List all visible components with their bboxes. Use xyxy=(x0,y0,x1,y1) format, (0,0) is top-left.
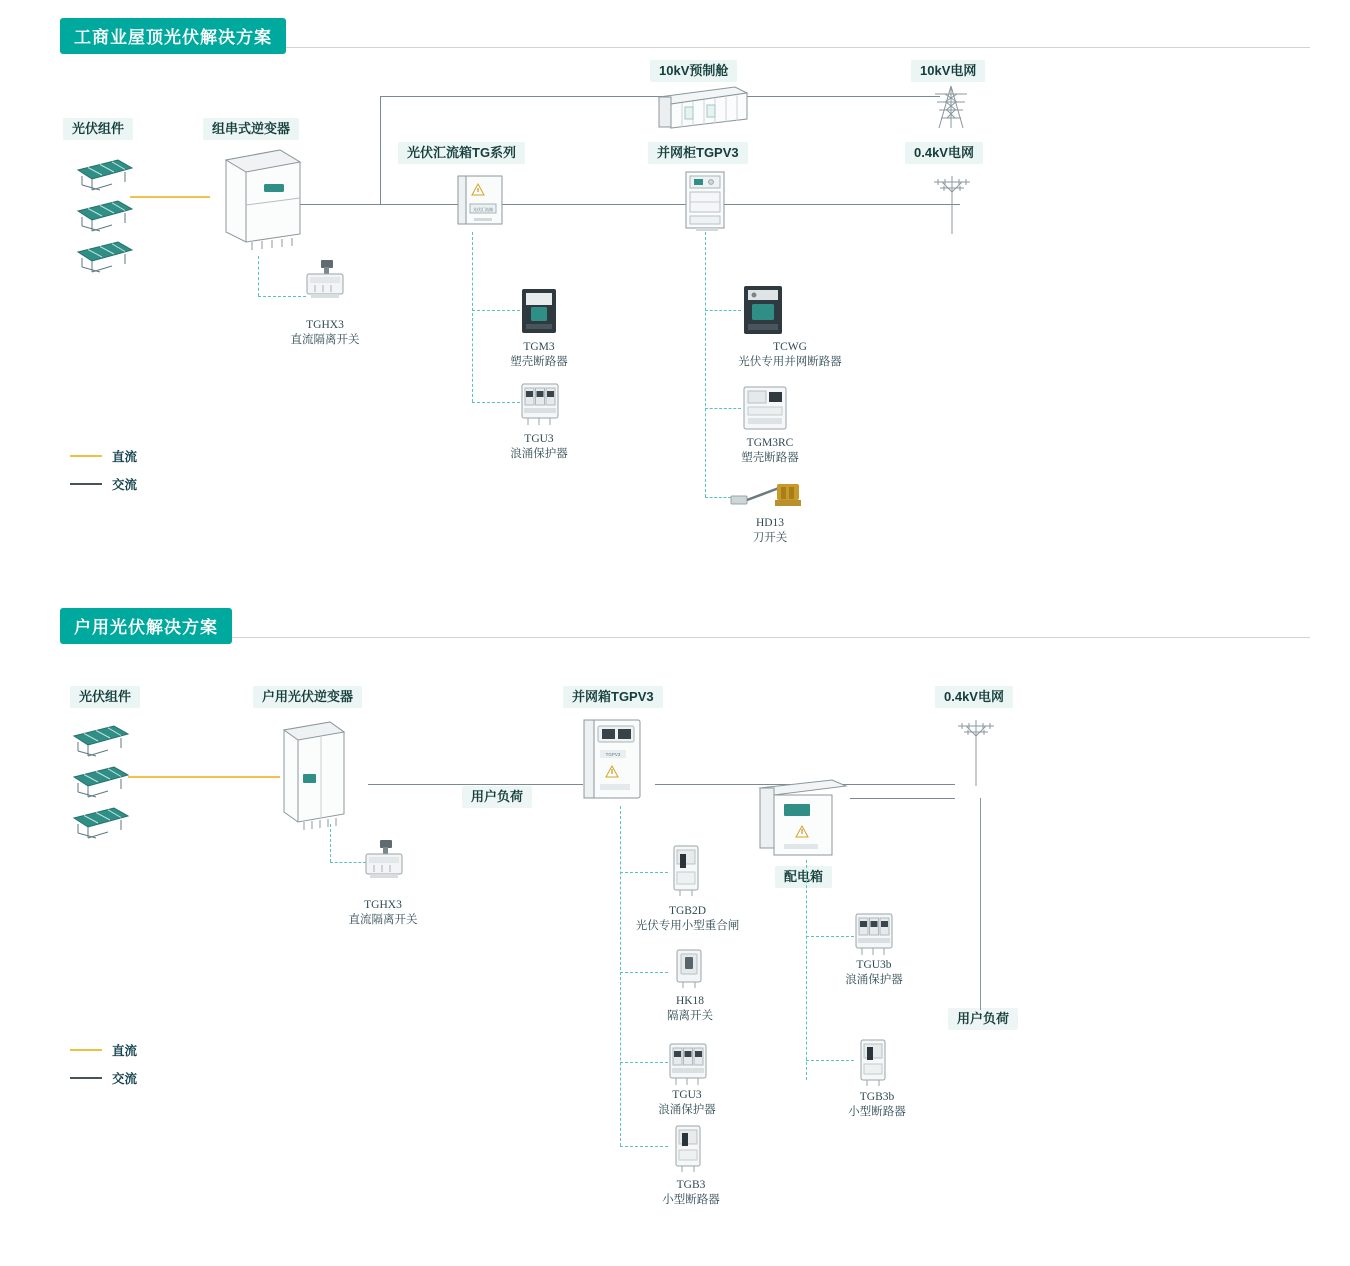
branch-line-combiner xyxy=(472,232,473,402)
caption-tcwg xyxy=(690,340,890,370)
caption-name: 光伏专用并网断路器 xyxy=(738,356,842,368)
caption-name: 直流隔离开关 xyxy=(290,334,360,346)
caption-tghx3-commercial xyxy=(248,318,402,348)
device-hk18 xyxy=(672,946,706,990)
pv-panel-array-commercial xyxy=(70,152,145,282)
pylon-10kv-icon xyxy=(925,82,977,132)
pv-panel-array-residential xyxy=(66,718,141,848)
caption-code: TGB2D xyxy=(668,905,707,917)
caption-tgb3-distbox xyxy=(798,1090,956,1120)
label-grid-04kv-residential: 0.4kV电网 xyxy=(935,686,1013,708)
branch-line-tcwg xyxy=(705,310,741,311)
caption-name: 小型断路器 xyxy=(848,1106,906,1118)
string-inverter-device xyxy=(218,142,308,252)
caption-tgu3-distbox xyxy=(795,958,953,988)
legend-item-dc-2 xyxy=(70,1040,137,1060)
caption-name: 浪涌保护器 xyxy=(845,974,903,986)
label-home-inverter: 户用光伏逆变器 xyxy=(253,686,362,708)
branch-line-tghx3 xyxy=(258,256,259,296)
caption-name: 刀开关 xyxy=(752,532,788,544)
ac-line-inverter-gridbox xyxy=(368,784,583,785)
section-divider-2 xyxy=(60,637,1310,638)
branch-line-tgb3b xyxy=(806,1060,854,1061)
section-header-commercial xyxy=(60,18,286,48)
caption-code: TGHX3 xyxy=(364,899,402,911)
section-title-commercial: 工商业屋顶光伏解决方案 xyxy=(60,18,286,54)
legend-label-dc-2: 直流 xyxy=(112,1044,138,1058)
legend-commercial xyxy=(70,446,137,502)
caption-code: TGB3 xyxy=(676,1179,706,1191)
combiner-box-device xyxy=(452,170,512,232)
home-inverter-device xyxy=(276,716,352,832)
caption-tgu3-commercial xyxy=(460,432,618,462)
label-pv-modules-residential: 光伏组件 xyxy=(70,686,140,708)
legend-item-ac xyxy=(70,474,137,494)
ac-bus-line xyxy=(300,204,960,205)
device-tgb3-residential xyxy=(670,1122,706,1174)
caption-name: 塑壳断路器 xyxy=(510,356,568,368)
caption-name: 光伏专用小型重合闸 xyxy=(635,920,740,932)
ac-line-distbox-grid xyxy=(850,798,955,799)
caption-code: TGHX3 xyxy=(306,319,344,331)
caption-tgm3 xyxy=(460,340,618,370)
label-prefab-cabin: 10kV预制舱 xyxy=(650,60,737,82)
legend-item-dc xyxy=(70,446,137,466)
caption-tgb3-residential xyxy=(612,1178,770,1208)
branch-line-tghx3-res-h xyxy=(330,862,366,863)
branch-line-tgu3 xyxy=(472,402,520,403)
caption-code: TGU3 xyxy=(524,433,554,445)
branch-line-tgm3 xyxy=(472,310,520,311)
device-tgu3-distbox xyxy=(852,908,896,958)
legend-swatch-ac xyxy=(70,483,102,485)
grid-cabinet-device xyxy=(680,168,732,234)
caption-name: 隔离开关 xyxy=(667,1010,713,1022)
caption-name: 浪涌保护器 xyxy=(510,448,568,460)
label-string-inverter: 组串式逆变器 xyxy=(203,118,299,140)
label-combiner-box: 光伏汇流箱TG系列 xyxy=(398,142,525,164)
branch-line-tgu3-res xyxy=(620,1062,668,1063)
label-grid-10kv: 10kV电网 xyxy=(911,60,985,82)
grid-box-device xyxy=(578,714,650,806)
ac-cabin-to-grid10kv xyxy=(745,96,940,97)
device-tghx3-commercial xyxy=(303,258,347,306)
legend-label-ac-2: 交流 xyxy=(112,1072,138,1086)
svg-text:光伏汇流箱: 光伏汇流箱 xyxy=(473,207,493,212)
legend-swatch-ac xyxy=(70,1077,102,1079)
caption-name: 小型断路器 xyxy=(662,1194,720,1206)
caption-code: TGU3 xyxy=(672,1089,702,1101)
label-pv-modules-commercial: 光伏组件 xyxy=(63,118,133,140)
legend-swatch-dc xyxy=(70,1049,102,1051)
label-grid-box: 并网箱TGPV3 xyxy=(563,686,663,708)
device-tgb2d xyxy=(668,842,704,898)
device-tgu3-commercial xyxy=(518,378,562,428)
device-tgu3-residential xyxy=(666,1038,710,1088)
user-load-2-line xyxy=(980,798,981,1010)
ac-top-line-to-cabin xyxy=(380,96,670,97)
branch-line-tghx3-res xyxy=(330,824,331,862)
pole-04kv-residential-icon xyxy=(952,712,1000,790)
label-grid-cabinet: 并网柜TGPV3 xyxy=(648,142,748,164)
legend-residential xyxy=(70,1040,137,1096)
label-user-load-1: 用户负荷 xyxy=(462,786,532,808)
ac-riser-left xyxy=(380,96,381,205)
branch-line-hk18 xyxy=(620,972,668,973)
legend-label-ac: 交流 xyxy=(112,478,138,492)
branch-line-tghx3-h xyxy=(258,296,306,297)
branch-line-tgm3rc xyxy=(705,408,741,409)
label-distribution-box: 配电箱 xyxy=(775,866,832,888)
device-tgm3rc xyxy=(740,383,790,435)
caption-code: HD13 xyxy=(755,517,785,529)
device-hd13 xyxy=(727,478,807,514)
section-title-residential: 户用光伏解决方案 xyxy=(60,608,232,644)
caption-code: TGU3b xyxy=(856,959,892,971)
device-tghx3-residential xyxy=(362,838,406,886)
caption-code: TGM3 xyxy=(523,341,555,353)
distribution-box-device xyxy=(754,772,850,862)
caption-code: TGB3b xyxy=(859,1091,895,1103)
branch-line-tgb3-res xyxy=(620,1146,668,1147)
prefab-cabin-device xyxy=(655,83,750,133)
caption-name: 浪涌保护器 xyxy=(658,1104,716,1116)
svg-text:TGPV3: TGPV3 xyxy=(605,752,621,757)
caption-code: HK18 xyxy=(675,995,705,1007)
caption-hd13 xyxy=(705,516,835,546)
label-grid-04kv-commercial: 0.4kV电网 xyxy=(905,142,983,164)
caption-name: 塑壳断路器 xyxy=(741,452,799,464)
caption-tgb2d xyxy=(600,904,775,934)
caption-hk18 xyxy=(625,994,755,1024)
caption-tgu3-residential xyxy=(608,1088,766,1118)
caption-tgm3rc xyxy=(690,436,850,466)
device-tgm3 xyxy=(518,285,560,337)
device-tcwg xyxy=(740,282,786,340)
branch-line-tgu3b xyxy=(806,936,854,937)
legend-item-ac-2 xyxy=(70,1068,137,1088)
branch-line-tgb2d xyxy=(620,872,668,873)
legend-label-dc: 直流 xyxy=(112,450,138,464)
dc-line-residential xyxy=(128,776,280,778)
legend-swatch-dc xyxy=(70,455,102,457)
section-header-residential xyxy=(60,608,232,638)
label-user-load-2: 用户负荷 xyxy=(948,1008,1018,1030)
caption-name: 直流隔离开关 xyxy=(348,914,418,926)
caption-code: TCWG xyxy=(773,341,807,353)
device-tgb3-distbox xyxy=(855,1036,891,1088)
caption-tghx3-residential xyxy=(308,898,458,928)
caption-code: TGM3RC xyxy=(746,437,794,449)
pole-04kv-icon xyxy=(928,168,976,238)
